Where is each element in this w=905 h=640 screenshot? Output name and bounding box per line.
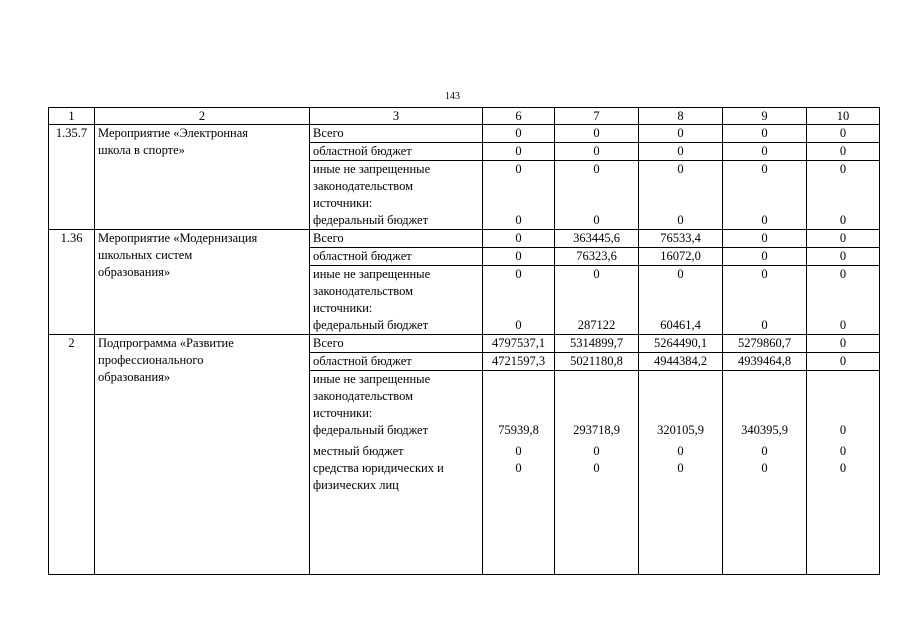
value-cell: 0 — [807, 353, 880, 371]
value-cell: 0 0 — [807, 161, 880, 230]
row-name: Мероприятие «Модернизация школьных систем образования» — [95, 230, 310, 335]
value-cell: 75939,8 0 0 — [483, 371, 555, 575]
value-cell: 340395,9 0 0 — [723, 371, 807, 575]
value-cell: 0 0 — [807, 266, 880, 335]
value-cell: 0 — [555, 125, 639, 143]
source-label-regional: областной бюджет — [310, 248, 483, 266]
source-label-other: иные не запрещенные законодательством источники: федеральный бюджет — [310, 266, 483, 335]
row-number: 1.35.7 — [49, 125, 95, 230]
source-label-regional: областной бюджет — [310, 143, 483, 161]
page-number: 143 — [445, 91, 460, 102]
table-header-row — [49, 108, 880, 125]
value-cell: 0 0 — [723, 266, 807, 335]
value-cell: 4721597,3 — [483, 353, 555, 371]
value-cell: 5264490,1 — [639, 335, 723, 353]
value-cell: 0 60461,4 — [639, 266, 723, 335]
value-cell: 16072,0 — [639, 248, 723, 266]
value-cell: 4939464,8 — [723, 353, 807, 371]
value-cell: 5314899,7 — [555, 335, 639, 353]
row-name: Подпрограмма «Развитие профессионального образования» — [95, 335, 310, 575]
value-cell: 0 — [483, 143, 555, 161]
value-cell: 5021180,8 — [555, 353, 639, 371]
header-cell: 2 — [95, 108, 310, 125]
value-cell: 363445,6 — [555, 230, 639, 248]
value-cell: 0 — [555, 143, 639, 161]
value-cell: 0 — [807, 125, 880, 143]
value-cell: 0 0 — [723, 161, 807, 230]
row-name: Мероприятие «Электронная школа в спорте» — [95, 125, 310, 230]
value-cell: 0 — [807, 248, 880, 266]
budget-table — [48, 107, 880, 575]
source-label-other: иные не запрещенные законодательством источники: федеральный бюджет местный бюджет средства юридических и физических лиц — [310, 371, 483, 575]
value-cell: 293718,9 0 0 — [555, 371, 639, 575]
source-label-total: Всего — [310, 125, 483, 143]
value-cell: 76533,4 — [639, 230, 723, 248]
value-cell: 0 0 0 — [807, 371, 880, 575]
value-cell: 4944384,2 — [639, 353, 723, 371]
value-cell: 4797537,1 — [483, 335, 555, 353]
value-cell: 0 0 — [483, 266, 555, 335]
value-cell: 0 — [807, 143, 880, 161]
header-cell: 3 — [310, 108, 483, 125]
value-cell: 76323,6 — [555, 248, 639, 266]
source-label-total: Всего — [310, 335, 483, 353]
value-cell: 0 — [723, 230, 807, 248]
value-cell: 0 — [483, 230, 555, 248]
header-cell: 8 — [639, 108, 723, 125]
header-cell: 7 — [555, 108, 639, 125]
value-cell: 0 — [807, 335, 880, 353]
value-cell: 0 — [639, 125, 723, 143]
source-label-total: Всего — [310, 230, 483, 248]
value-cell: 0 — [723, 143, 807, 161]
value-cell: 0 0 — [639, 161, 723, 230]
table-row — [49, 335, 880, 353]
value-cell: 0 — [483, 248, 555, 266]
value-cell: 5279860,7 — [723, 335, 807, 353]
value-cell: 0 287122 — [555, 266, 639, 335]
table-row — [49, 230, 880, 248]
value-cell: 0 — [723, 125, 807, 143]
value-cell: 0 — [483, 125, 555, 143]
value-cell: 0 — [807, 230, 880, 248]
header-cell: 10 — [807, 108, 880, 125]
source-label-regional: областной бюджет — [310, 353, 483, 371]
value-cell: 320105,9 0 0 — [639, 371, 723, 575]
header-cell: 9 — [723, 108, 807, 125]
header-cell: 6 — [483, 108, 555, 125]
table-row — [49, 125, 880, 143]
header-cell: 1 — [49, 108, 95, 125]
source-label-other: иные не запрещенные законодательством источники: федеральный бюджет — [310, 161, 483, 230]
value-cell: 0 — [723, 248, 807, 266]
value-cell: 0 — [639, 143, 723, 161]
row-number: 2 — [49, 335, 95, 575]
value-cell: 0 0 — [555, 161, 639, 230]
value-cell: 0 0 — [483, 161, 555, 230]
row-number: 1.36 — [49, 230, 95, 335]
